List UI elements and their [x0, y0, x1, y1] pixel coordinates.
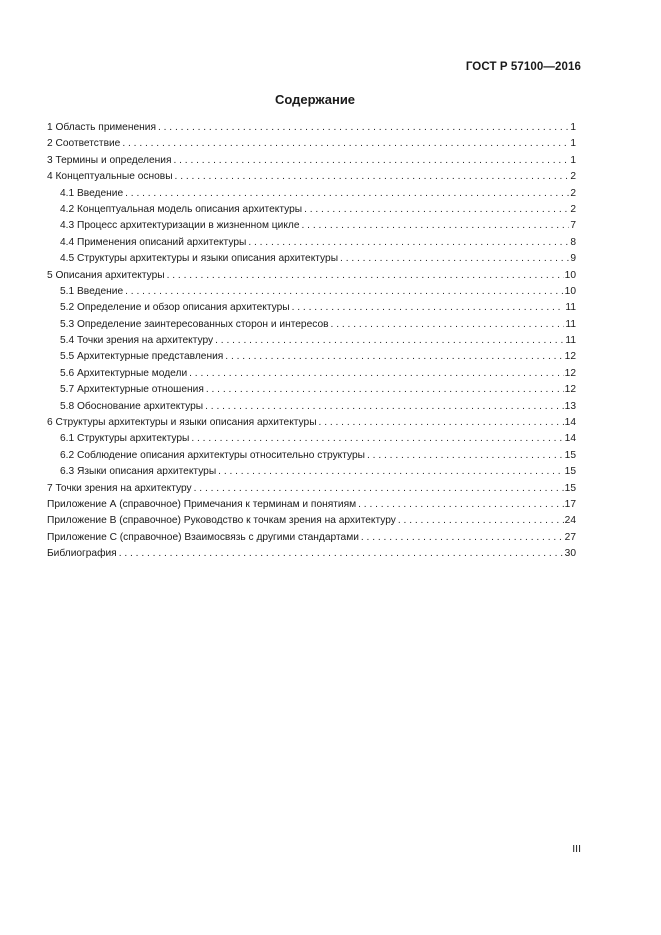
toc-leader-dots — [292, 300, 565, 316]
toc-entry-label: 5.5 Архитектурные представления — [60, 351, 224, 363]
toc-entry-label: 5.2 Определение и обзор описания архитектуры — [60, 302, 290, 314]
toc-entry[interactable] — [47, 431, 576, 447]
toc-entry[interactable] — [47, 235, 576, 251]
toc-entry-label: 5 Описания архитектуры — [47, 269, 165, 281]
toc-leader-dots — [367, 448, 564, 464]
toc-entry-label: 7 Точки зрения на архитектуру — [47, 482, 192, 494]
toc-leader-dots — [319, 415, 564, 431]
toc-leader-dots — [358, 497, 564, 513]
toc-entry-page: 10 — [564, 269, 576, 281]
toc-leader-dots — [119, 546, 564, 562]
toc-entry-page: 14 — [564, 433, 576, 445]
page-number: III — [572, 843, 581, 855]
toc-entry-page: 12 — [564, 384, 576, 396]
toc-entry-label: 4.3 Процесс архитектуризации в жизненном цикле — [60, 220, 300, 232]
toc-entry[interactable] — [47, 464, 576, 480]
toc-entry-page: 11 — [565, 335, 576, 347]
toc-entry-page: 27 — [564, 531, 576, 543]
toc-leader-dots — [248, 235, 569, 251]
toc-entry-label: 5.1 Введение — [60, 285, 124, 297]
toc-leader-dots — [304, 202, 569, 218]
toc-leader-dots — [331, 317, 565, 333]
toc-entry[interactable] — [47, 218, 576, 234]
toc-leader-dots — [122, 136, 569, 152]
toc-entry-page: 7 — [570, 220, 576, 232]
toc-entry-page: 12 — [564, 351, 576, 363]
toc-entry-page: 9 — [570, 253, 576, 265]
toc-entry[interactable] — [47, 497, 576, 513]
toc-entry[interactable] — [47, 546, 576, 562]
toc-entry-label: 1 Область применения — [47, 122, 156, 133]
toc-entry[interactable] — [47, 284, 576, 300]
toc-entry-page: 15 — [564, 466, 576, 478]
toc-entry-page: 2 — [570, 203, 576, 215]
toc-leader-dots — [189, 366, 564, 382]
toc-entry[interactable] — [47, 513, 576, 529]
toc-entry-page: 2 — [570, 171, 576, 183]
toc-entry-label: 5.3 Определение заинтересованных сторон и интересов — [60, 318, 329, 330]
toc-leader-dots — [398, 513, 564, 529]
table-of-contents — [47, 120, 576, 563]
toc-entry-label: Библиография — [47, 548, 117, 560]
toc-leader-dots — [205, 399, 564, 415]
toc-leader-dots — [125, 284, 564, 300]
toc-leader-dots — [191, 431, 563, 447]
toc-leader-dots — [302, 218, 570, 234]
toc-entry-page: 1 — [570, 122, 576, 133]
toc-entry[interactable] — [47, 448, 576, 464]
toc-entry-label: 6.3 Языки описания архитектуры — [60, 466, 217, 478]
toc-leader-dots — [167, 268, 564, 284]
document-code: ГОСТ Р 57100—2016 — [465, 61, 581, 73]
toc-entry-label: 5.8 Обоснование архитектуры — [60, 400, 204, 412]
toc-entry-label: 6.2 Соблюдение описания архитектуры относительно структуры — [60, 449, 366, 461]
toc-entry[interactable] — [47, 349, 576, 365]
toc-entry[interactable] — [47, 136, 576, 152]
toc-entry-page: 10 — [564, 285, 576, 297]
toc-entry[interactable] — [47, 186, 576, 202]
toc-entry[interactable] — [47, 415, 576, 431]
toc-entry-page: 24 — [564, 515, 576, 527]
toc-entry-page: 30 — [564, 548, 576, 560]
toc-entry-label: Приложение С (справочное) Взаимосвязь с другими стандартами — [47, 531, 359, 543]
toc-entry[interactable] — [47, 481, 576, 497]
toc-entry-label: 5.6 Архитектурные модели — [60, 367, 188, 379]
toc-leader-dots — [158, 120, 569, 136]
toc-entry-page: 2 — [570, 187, 576, 199]
toc-entry-label: Приложение В (справочное) Руководство к точкам зрения на архитектуру — [47, 515, 396, 527]
toc-entry-page: 1 — [570, 138, 576, 150]
toc-entry-label: 4.4 Применения описаний архитектуры — [60, 236, 247, 248]
toc-entry-page: 15 — [564, 482, 576, 494]
toc-entry-page: 8 — [570, 236, 576, 248]
toc-leader-dots — [125, 186, 569, 202]
toc-entry-label: 6 Структуры архитектуры и языки описания архитектуры — [47, 417, 317, 429]
toc-entry-label: 4.2 Концептуальная модель описания архитектуры — [60, 203, 303, 215]
toc-leader-dots — [215, 333, 564, 349]
toc-leader-dots — [194, 481, 564, 497]
toc-entry[interactable] — [47, 366, 576, 382]
toc-entry[interactable] — [47, 382, 576, 398]
toc-entry-page: 14 — [564, 417, 576, 429]
toc-entry-label: 2 Соответствие — [47, 138, 121, 150]
toc-leader-dots — [340, 251, 569, 267]
toc-entry-page: 12 — [564, 367, 576, 379]
toc-leader-dots — [361, 530, 564, 546]
toc-entry-label: 3 Термины и определения — [47, 154, 172, 166]
toc-leader-dots — [218, 464, 564, 480]
toc-entry[interactable] — [47, 317, 576, 333]
toc-entry-page: 1 — [570, 154, 576, 166]
toc-entry-label: Приложение А (справочное) Примечания к терминам и понятиям — [47, 498, 357, 510]
toc-entry[interactable] — [47, 251, 576, 267]
toc-leader-dots — [206, 382, 564, 398]
toc-title: Содержание — [274, 92, 356, 107]
toc-entry-label: 5.7 Архитектурные отношения — [60, 384, 204, 396]
toc-entry[interactable] — [47, 120, 576, 136]
toc-leader-dots — [175, 169, 570, 185]
toc-entry-page: 11 — [565, 318, 576, 330]
toc-entry[interactable] — [47, 333, 576, 349]
toc-entry[interactable] — [47, 530, 576, 546]
toc-entry-label: 6.1 Структуры архитектуры — [60, 433, 190, 445]
toc-entry-label: 5.4 Точки зрения на архитектуру — [60, 335, 214, 347]
toc-entry-page: 15 — [564, 449, 576, 461]
toc-entry-page: 17 — [564, 498, 576, 510]
toc-entry-page: 11 — [565, 302, 576, 314]
toc-leader-dots — [173, 153, 569, 169]
toc-entry[interactable] — [47, 300, 576, 316]
toc-entry-label: 4.1 Введение — [60, 187, 124, 199]
toc-entry[interactable] — [47, 399, 576, 415]
toc-entry-page: 13 — [564, 400, 576, 412]
toc-entry[interactable] — [47, 153, 576, 169]
toc-entry-label: 4.5 Структуры архитектуры и языки описания архитектуры — [60, 253, 339, 265]
toc-leader-dots — [225, 349, 563, 365]
toc-entry[interactable] — [47, 268, 576, 284]
toc-entry[interactable] — [47, 169, 576, 185]
toc-entry[interactable] — [47, 202, 576, 218]
toc-entry-label: 4 Концептуальные основы — [47, 171, 173, 183]
